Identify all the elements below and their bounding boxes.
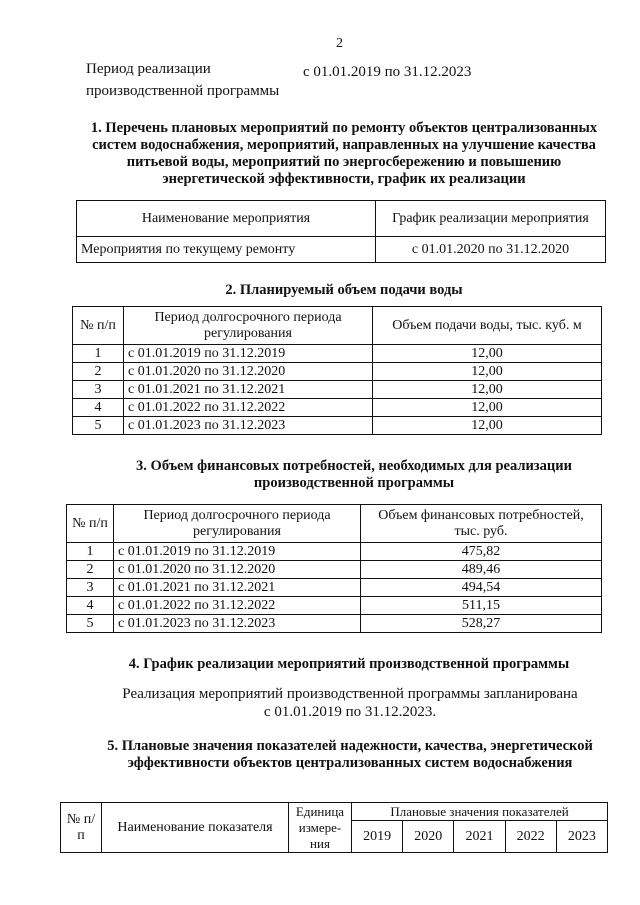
s3-cell-period: с 01.01.2020 по 31.12.2020	[114, 561, 361, 579]
period-label: Период реализации производственной программы	[86, 61, 280, 99]
s2-cell-period: с 01.01.2020 по 31.12.2020	[124, 363, 373, 381]
page-number: 2	[336, 36, 343, 51]
s3-cell-period: с 01.01.2021 по 31.12.2021	[114, 579, 361, 597]
s5-header-year: 2023	[556, 821, 607, 853]
s3-cell-finance: 511,15	[361, 597, 602, 615]
s5-header-year: 2020	[403, 821, 454, 853]
s2-header-period: Период долгосрочного периода регулирования	[124, 307, 373, 345]
s2-cell-period: с 01.01.2023 по 31.12.2023	[124, 417, 373, 435]
s2-cell-num: 3	[73, 381, 124, 399]
section5-table	[60, 802, 608, 853]
s3-cell-period: с 01.01.2023 по 31.12.2023	[114, 615, 361, 633]
s2-cell-period: с 01.01.2019 по 31.12.2019	[124, 345, 373, 363]
s3-header-num: № п/п	[67, 505, 114, 543]
s2-cell-num: 2	[73, 363, 124, 381]
section2-table	[72, 306, 602, 435]
s3-cell-num: 1	[67, 543, 114, 561]
table-row	[73, 345, 602, 363]
s3-cell-num: 5	[67, 615, 114, 633]
table-row	[73, 417, 602, 435]
section4-text-line2: с 01.01.2019 по 31.12.2023.	[263, 704, 437, 720]
s2-header-num: № п/п	[73, 307, 124, 345]
s5-header-year: 2019	[352, 821, 403, 853]
section3-table	[66, 504, 602, 633]
section3-title: 3. Объем финансовых потребностей, необходимых для реализации производственной программы	[136, 458, 572, 491]
s2-cell-period: с 01.01.2021 по 31.12.2021	[124, 381, 373, 399]
s5-header-year: 2022	[505, 821, 556, 853]
s1-header-name: Наименование мероприятия	[77, 201, 376, 237]
period-value: с 01.01.2019 по 31.12.2023	[303, 64, 472, 80]
section5-title: 5. Плановые значения показателей надежности, качества, энергетической эффективности объектов централизованных систем водоснабжения	[107, 738, 593, 771]
s3-cell-num: 2	[67, 561, 114, 579]
section1-table	[76, 200, 606, 263]
s3-cell-num: 3	[67, 579, 114, 597]
s1-row-schedule: с 01.01.2020 по 31.12.2020	[376, 237, 606, 263]
table-row	[67, 561, 602, 579]
table-row	[73, 363, 602, 381]
s2-cell-num: 5	[73, 417, 124, 435]
s5-header-planned: Плановые значения показателей	[352, 803, 608, 821]
s2-cell-num: 1	[73, 345, 124, 363]
s2-cell-period: с 01.01.2022 по 31.12.2022	[124, 399, 373, 417]
s3-cell-finance: 528,27	[361, 615, 602, 633]
table-row	[67, 543, 602, 561]
s5-header-num: № п/п	[61, 803, 102, 853]
s3-cell-finance: 494,54	[361, 579, 602, 597]
table-row	[73, 381, 602, 399]
s5-header-name: Наименование показателя	[102, 803, 289, 853]
s2-cell-num: 4	[73, 399, 124, 417]
s2-cell-volume: 12,00	[373, 363, 602, 381]
s2-header-volume: Объем подачи воды, тыс. куб. м	[373, 307, 602, 345]
table-row	[67, 597, 602, 615]
s3-cell-period: с 01.01.2019 по 31.12.2019	[114, 543, 361, 561]
table-row	[67, 615, 602, 633]
s5-header-year: 2021	[454, 821, 505, 853]
section1-title: 1. Перечень плановых мероприятий по ремонту объектов централизованных систем водоснабжения, мероприятий, направленных на улучшение качества питьевой воды, мероприятий по энергосбережению и повышению энергетической эффективности, график их реализации	[90, 120, 598, 187]
section4-title: 4. График реализации мероприятий производственной программы	[128, 656, 570, 672]
s1-header-schedule: График реализации мероприятия	[376, 201, 606, 237]
section4-text-line1: Реализация мероприятий производственной программы запланирована	[122, 686, 578, 702]
s5-header-unit: Единица измере-ния	[289, 803, 352, 853]
s3-header-finance: Объем финансовых потребностей, тыс. руб.	[361, 505, 602, 543]
s1-row-name: Мероприятия по текущему ремонту	[77, 237, 376, 263]
s2-cell-volume: 12,00	[373, 399, 602, 417]
s3-header-period: Период долгосрочного периода регулирования	[114, 505, 361, 543]
s2-cell-volume: 12,00	[373, 381, 602, 399]
s2-cell-volume: 12,00	[373, 345, 602, 363]
table-row	[73, 399, 602, 417]
s3-cell-num: 4	[67, 597, 114, 615]
s2-cell-volume: 12,00	[373, 417, 602, 435]
s3-cell-finance: 489,46	[361, 561, 602, 579]
s3-cell-period: с 01.01.2022 по 31.12.2022	[114, 597, 361, 615]
section2-title: 2. Планируемый объем подачи воды	[225, 282, 463, 298]
table-row	[67, 579, 602, 597]
s3-cell-finance: 475,82	[361, 543, 602, 561]
